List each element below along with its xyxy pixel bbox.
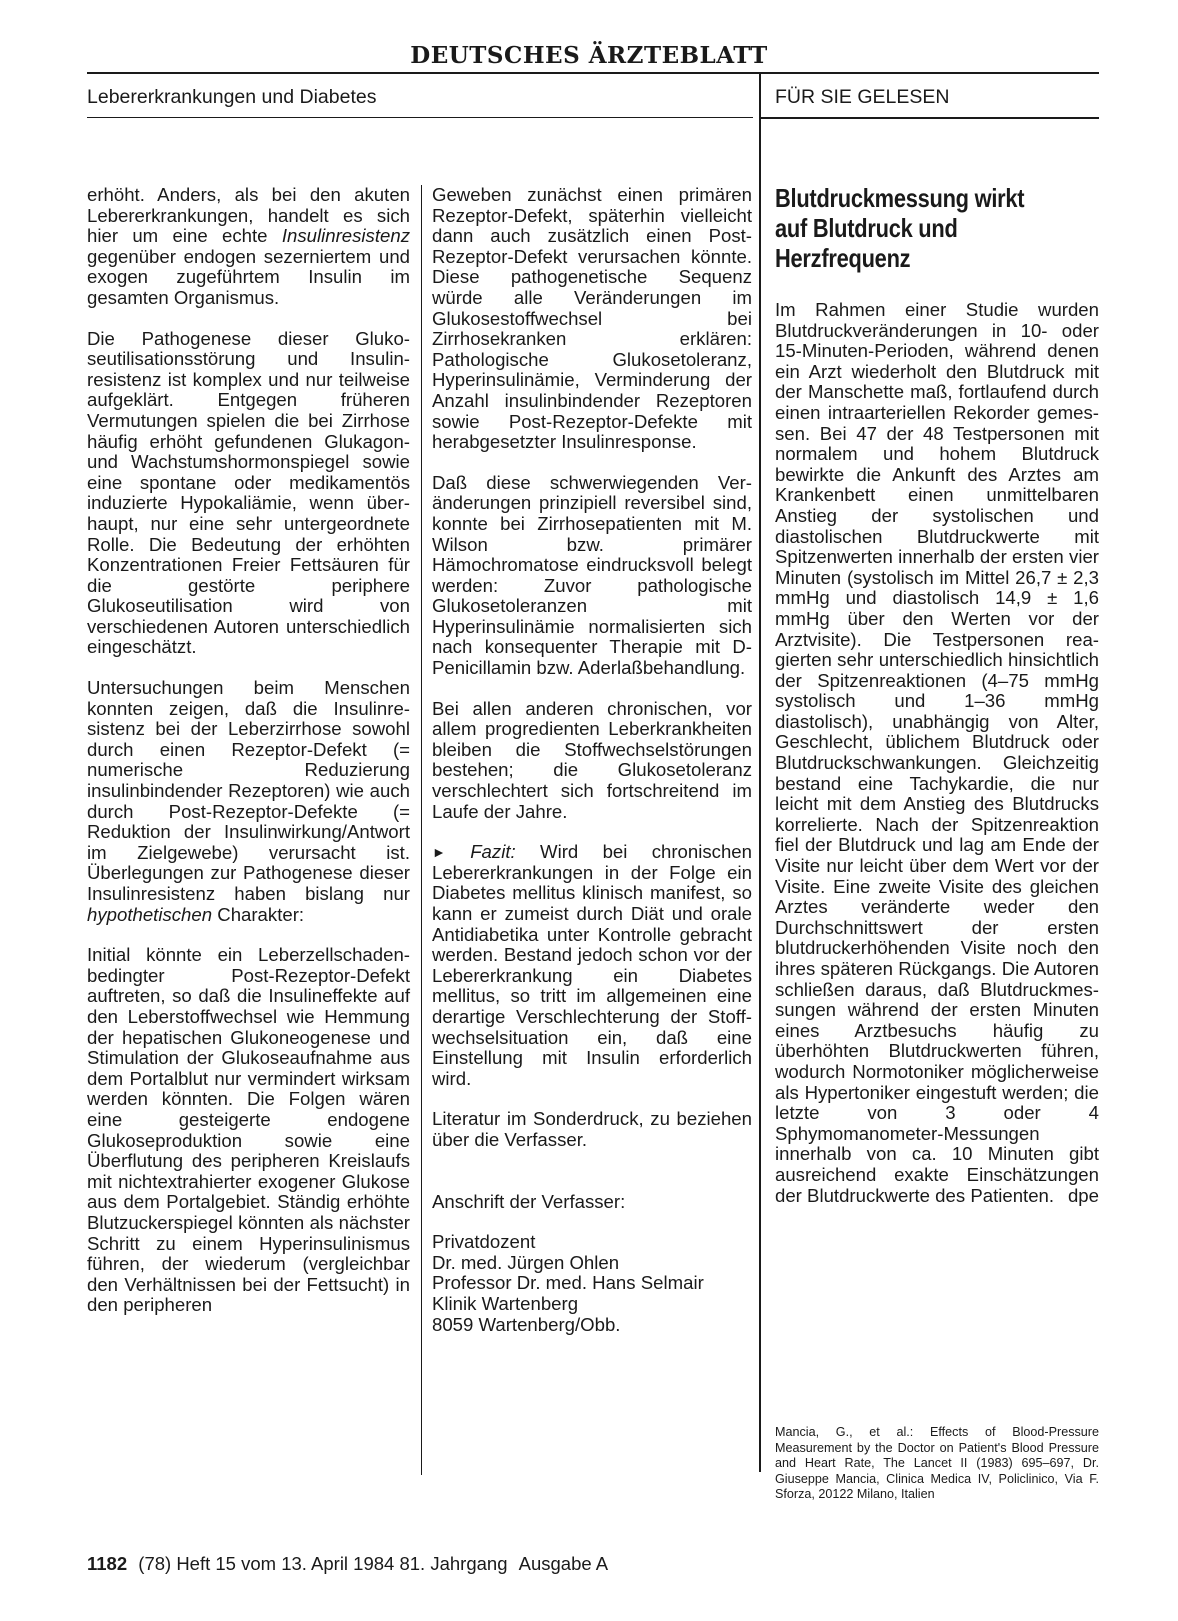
- column-divider-2: [759, 72, 761, 1472]
- header-rule-top: [87, 72, 1099, 74]
- author-signature: dpe: [1067, 1184, 1099, 1206]
- page-number: 1182: [87, 1553, 128, 1574]
- reference-citation: Mancia, G., et al.: Effects of Blood-Pressure Measurement by the Doctor on Patient's Blood Pressure and Heart Rate, The Lancet II (1983) 695–697, Dr. Giuseppe Mancia, Clinica Medica IV, Policlinico, Via F. Sforza, 20122 Milano, Italien: [775, 1425, 1099, 1502]
- paragraph: Daß diese schwerwiegenden Veränderungen prinzipiell reversibel sind, konnte bei Zirrhosepatienten mit M. Wilson bzw. primärer Hämochromatose eindrucksvoll belegt werden: Zuvor pathologische Glukosetoleranzen mit Hyperinsulinämie normalisierten sich nach konsequenter Therapie mit D-Penicillamin bzw. Aderlaßbehandlung.: [432, 471, 752, 679]
- paragraph: erhöht. Anders, als bei den akuten Lebererkrankungen, handelt es sich hier um eine echte Insulinresistenz gegenüber endogen sezerniertem und exogen zugeführtem Insulin im gesamten Organismus.: [87, 184, 410, 308]
- column-middle: [432, 185, 752, 1335]
- paragraph: Untersuchungen beim Menschen konnten zeigen, daß die Insulinresistenz bei der Leberzirrhose sowohl durch einen Rezeptor-Defekt (= numerische Reduzierung insulinbindender Rezeptoren) wie auch durch Post-Rezeptor-Defekte (= Reduktion der Insulinwirkung/Antwort im Zielgewebe) verursacht ist. Überlegungen zur Pathogenese dieser Insulinresistenz haben bislang nur hypothetischen Charakter:: [87, 677, 410, 925]
- author-address-label: Anschrift der Verfasser:: [432, 1190, 626, 1212]
- paragraph: Bei allen anderen chronischen, vor allem progredienten Leberkrankheiten bleiben die Stoffwechselstörungen bestehen; die Glukosetoleranz verschlechtert sich fortschreitend im Laufe der Jahre.: [432, 697, 752, 822]
- fazit-label: Fazit:: [470, 841, 516, 863]
- literatur-note: Literatur im Sonderdruck, zu beziehen über die Verfasser.: [432, 1108, 752, 1150]
- section-title-left: Lebererkrankungen und Diabetes: [87, 86, 377, 108]
- section-title-right: FÜR SIE GELESEN: [775, 86, 950, 108]
- column-divider-1: [421, 185, 422, 1475]
- paragraph: Geweben zunächst einen primären Rezeptor-Defekt, späterhin vielleicht dann auch zusätzlich einen Post-Rezeptor-Defekt verursachen könnte. Diese pathogenetische Sequenz würde alle Veränderungen im Glukosestoffwechsel bei Zirrhosekranken erklären: Pathologische Glukosetoleranz, Hyperinsulinämie, Verminderung der Anzahl insulinbindender Rezeptoren sowie Post-Rezeptor-Defekte mit herabgesetzter Insulinresponse.: [432, 184, 752, 453]
- paragraph: Im Rahmen einer Studie wurden Blutdruckveränderungen in 10- oder 15-Minuten-Perioden, während denen ein Arzt wiederholt den Blutdruck mit der Manschette maß, fortlaufend durch einen intraarteriellen Rekorder gemessen. Bei 47 der 48 Testpersonen mit normalem und hohem Blutdruck bewirkte die Ankunft des Arztes am Krankenbett einen unmittelbaren Anstieg der systolischen und diastolischen Blutdruckwerte mit Spitzenwerten innerhalb der ersten vier Minuten (systolisch im Mittel 26,7 ± 2,3 mmHg und diastolisch 14,9 ± 1,6 mmHg über den Werten vor der Arztvisite). Die Testpersonen reagierten sehr unterschiedlich hinsichtlich der Spitzenreaktionen (4–75 mmHg systolisch und 1–36 mmHg diastolisch), unabhängig von Alter, Geschlecht, üblichem Blutdruck oder Blutdruckschwankungen. Gleichzeitig bestand eine Tachykardie, die nur leicht mit dem Anstieg des Blutdrucks korrelierte. Nach der Spitzenreaktion fiel der Blutdruck und lag am Ende der Visite nur leicht über dem Wert vor der Visite. Eine zweite Visite des gleichen Arztes veränderte weder den Durchschnittswert der ersten blutdruckerhöhenden Visite noch den ihres späteren Rückgangs. Die Autoren schließen daraus, daß Blutdruckmessungen während der ersten Minuten eines Arztbesuchs häufig zu überhöhten Blutdruckwerten führen, wodurch Normotoniker möglicherweise als Hypertoniker eingestuft werden; die letzte von 3 oder 4 Sphymomanometer-Messungen innerhalb von ca. 10 Minuten gibt ausreichend exakte Einschätzungen der Blutdruckwerte des Patienten. dpe: [775, 299, 1099, 1206]
- column-right: [775, 300, 1099, 1206]
- journal-masthead: DEUTSCHES ÄRZTEBLATT: [410, 42, 768, 69]
- paragraph: Die Pathogenese dieser Glukoseutilisationsstörung und Insulinresistenz ist komplex und nur teilweise aufgeklärt. Entgegen früheren Vermutungen spielen die bei Zirrhose häufig erhöht gefundenen Glukagon- und Wachstumshormonspiegel sowie eine spontane oder medikamentös induzierte Hypokaliämie, wenn überhaupt, nur eine sehr untergeordnete Rolle. Die Bedeutung der erhöhten Konzentrationen Freier Fettsäuren für die gestörte periphere Glukoseutilisation wird von verschiedenen Autoren unterschiedlich eingeschätzt.: [87, 327, 410, 658]
- page-footer: [87, 1553, 608, 1575]
- triangle-arrow-icon: ►: [432, 844, 446, 861]
- emphasis: hypothetischen: [87, 903, 213, 925]
- article-headline: Blutdruckmessung wirkt auf Blutdruck und Herzfrequenz: [775, 183, 1025, 273]
- header-rule-right: [760, 117, 1099, 119]
- fazit-paragraph: ► Fazit: Wird bei chronischen Lebererkrankungen in der Folge ein Diabetes mellitus klinisch manifest, so kann er zumeist durch Diät und orale Antidiabetika unter Kontrolle gebracht werden. Bestand jedoch schon vor der Lebererkrankung ein Diabetes mellitus, so tritt im allgemeinen eine derartige Verschlechterung der Stoffwechselsituation ein, daß eine Einstellung mit Insulin erforderlich wird.: [432, 841, 752, 1089]
- emphasis: Insulinresistenz: [281, 225, 410, 247]
- edition-info: Ausgabe A: [518, 1553, 609, 1574]
- column-left: [87, 185, 410, 1316]
- issue-info: (78) Heft 15 vom 13. April 1984 81. Jahrgang: [138, 1553, 508, 1574]
- author-address: Privatdozent Dr. med. Jürgen Ohlen Professor Dr. med. Hans Selmair Klinik Wartenberg 8059 Wartenberg/Obb.: [432, 1231, 704, 1335]
- paragraph: Initial könnte ein Leberzellschaden-bedingter Post-Rezeptor-Defekt auftreten, so daß die Insulineffekte auf den Leberstoffwechsel wie Hemmung der hepatischen Glukoneogenese und Stimulation der Glukoseaufnahme aus dem Portalblut nur vermindert wirksam werden könnten. Die Folgen wären eine gesteigerte endogene Glukoseproduktion sowie eine Überflutung des peripheren Kreislaufs mit nichtextrahierter exogener Glukose aus dem Portalgebiet. Ständig erhöhte Blutzuckerspiegel könnten als nächster Schritt zu einem Hyperinsulinismus führen, der wiederum (vergleichbar den Verhältnissen bei der Fettsucht) in den peripheren: [87, 944, 410, 1316]
- header-rule-left: [87, 117, 753, 118]
